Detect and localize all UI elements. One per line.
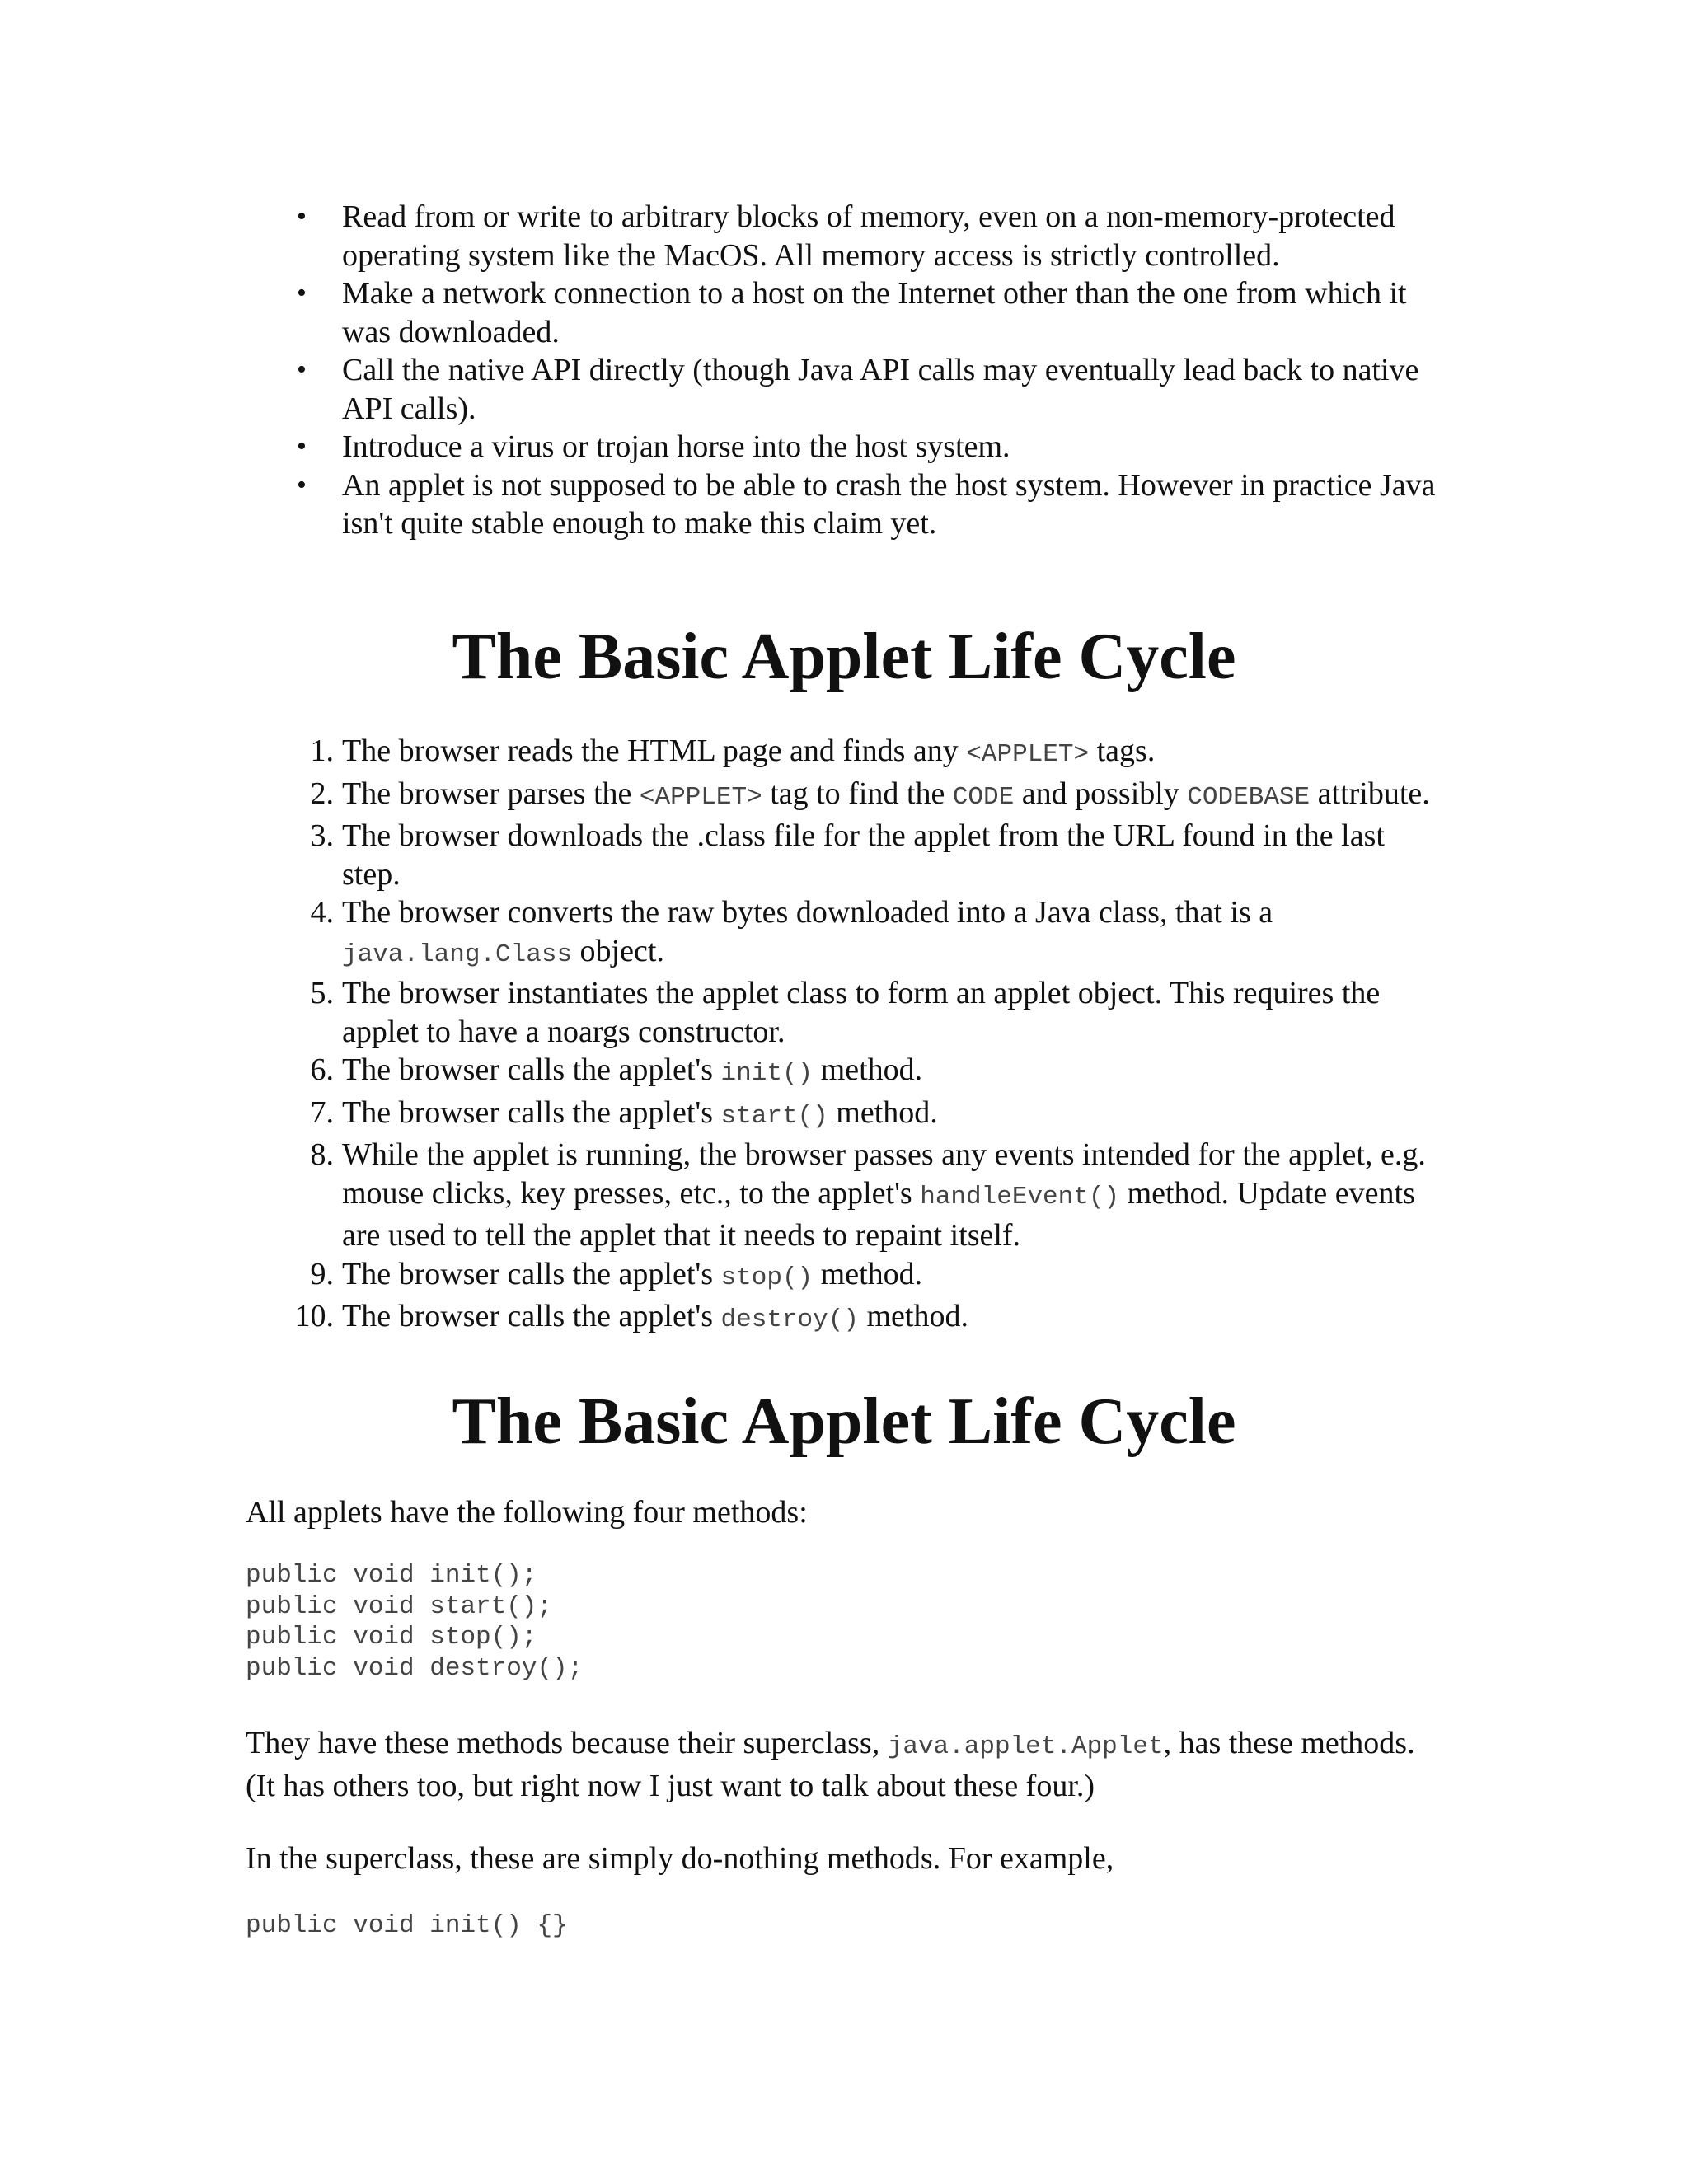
inline-code: <APPLET> [966,740,1090,769]
step-text: The browser reads the HTML page and finds any [342,733,967,768]
inline-code: java.lang.Class [342,940,573,969]
list-item-text: An applet is not supposed to be able to crash the host system. However in practice Java isn't quite stable enough to make this claim yet. [342,467,1436,541]
list-item [297,274,1447,351]
inline-code: destroy() [720,1305,859,1334]
step-number: 10. [294,1299,334,1333]
paragraph-text: They have these methods because their superclass, [246,1726,888,1760]
step-text: The browser calls the applet's [342,1256,721,1291]
paragraph: All applets have the following four methods: [246,1495,808,1530]
list-item [310,893,1447,974]
step-text: method. [813,1256,923,1291]
step-text: The browser instantiates the applet class to form an applet object. This requires the applet to have a noargs constructor. [342,976,1381,1049]
section-heading-lifecycle: The Basic Applet Life Cycle [452,621,1236,693]
list-item [310,1051,1447,1094]
step-text: The browser calls the applet's [342,1052,721,1087]
list-item [310,974,1447,1051]
inline-code: CODE [952,782,1015,812]
list-item [310,1136,1447,1255]
bullet-icon: • [297,201,307,232]
step-text: tag to find the [762,776,953,811]
step-text: The browser parses the [342,776,640,811]
step-text: The browser calls the applet's [342,1299,721,1333]
step-number: 4. [310,895,334,930]
list-item [310,775,1447,818]
list-item [310,732,1447,775]
inline-code: handleEvent() [920,1182,1120,1212]
list-item-text: Call the native API directly (though Java API calls may eventually lead back to native API calls). [342,353,1419,426]
inline-code: <APPLET> [639,782,762,812]
inline-code: stop() [720,1263,814,1292]
step-text: The browser calls the applet's [342,1094,721,1130]
step-text: attribute. [1310,776,1430,811]
bullet-icon: • [297,469,307,500]
step-number: 5. [310,976,334,1010]
list-item-text: Make a network connection to a host on the Internet other than the one from which it was downloaded. [342,276,1407,349]
step-text: method. [813,1052,923,1087]
list-item [297,198,1447,274]
step-number: 1. [310,733,334,768]
paragraph [246,1724,1449,1805]
step-text: method. [858,1299,968,1333]
list-item-text: Introduce a virus or trojan horse into the host system. [342,429,1010,464]
list-item [297,428,1447,466]
restrictions-list [297,198,1447,543]
paragraph-text: , has these methods. (It has others too, but right now I just want to talk about these four.) [246,1726,1415,1803]
code-block-method-signatures: public void init(); public void start(); public void stop(); public void destroy(); [246,1561,584,1683]
list-item [297,351,1447,428]
step-text: and possibly [1014,776,1188,811]
paragraph: In the superclass, these are simply do-nothing methods. For example, [246,1841,1114,1876]
list-item [310,1255,1447,1298]
list-item [297,466,1447,543]
step-text: The browser converts the raw bytes downloaded into a Java class, that is a [342,895,1273,930]
list-item [310,1094,1447,1137]
lifecycle-steps-list [294,732,1447,1340]
step-number: 7. [310,1094,334,1130]
step-text: While the applet is running, the browser passes any events intended for the applet, e.g. mouse clicks, key presses, etc., to the applet's [342,1137,1426,1211]
step-number: 6. [310,1052,334,1087]
step-text: The browser downloads the .class file for the applet from the URL found in the last step. [342,818,1385,892]
step-text: method. Update events are used to tell the applet that it needs to repaint itself. [342,1175,1415,1253]
bullet-icon: • [297,431,307,462]
inline-code: init() [720,1059,814,1088]
step-text: object. [572,933,664,968]
list-item [310,817,1447,893]
step-text: method. [828,1094,938,1130]
inline-code: java.applet.Applet [887,1732,1164,1761]
step-text: tags. [1089,733,1156,768]
list-item [294,1297,1447,1340]
step-number: 8. [310,1137,334,1172]
list-item-text: Read from or write to arbitrary blocks of memory, even on a non-memory-protected operating system like the MacOS. All memory access is strictly controlled. [342,199,1395,273]
inline-code: start() [720,1101,828,1131]
step-number: 9. [310,1256,334,1291]
inline-code: CODEBASE [1187,782,1311,812]
code-block-init-example: public void init() {} [246,1911,568,1940]
bullet-icon: • [297,278,307,308]
step-number: 3. [310,818,334,853]
bullet-icon: • [297,354,307,385]
section-heading-lifecycle-methods: The Basic Applet Life Cycle [452,1385,1236,1458]
step-number: 2. [310,776,334,811]
